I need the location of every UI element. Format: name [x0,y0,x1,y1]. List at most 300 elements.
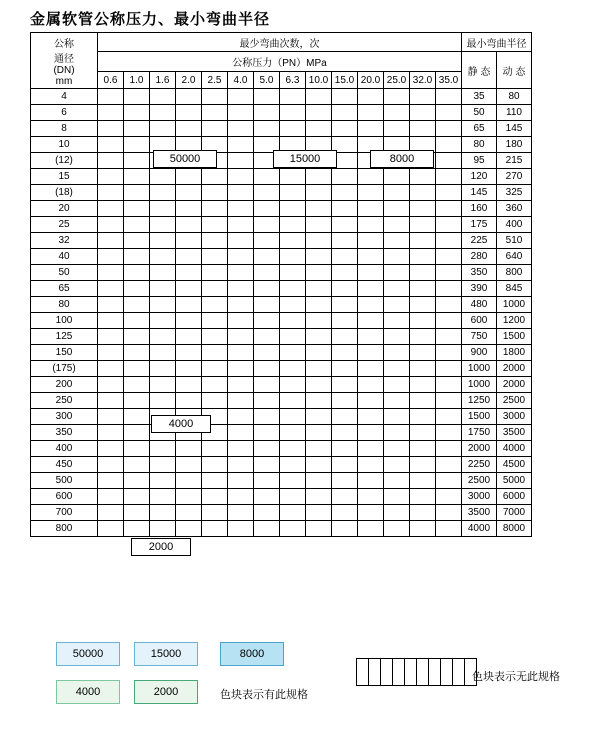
grid-cell [410,265,436,281]
grid-cell [358,489,384,505]
grid-cell [228,457,254,473]
grid-cell [254,121,280,137]
grid-cell [124,409,150,425]
legend-note-blank: 色块表示无此规格 [472,671,560,683]
dn-value: 80 [31,297,98,313]
grid-cell [306,217,332,233]
grid-cell [228,297,254,313]
grid-cell [384,473,410,489]
grid-cell [306,329,332,345]
dynamic-radius-value: 640 [497,249,532,265]
legend-grid-cell [417,659,429,686]
grid-cell [280,521,306,537]
grid-cell [98,265,124,281]
dn-header-line-4: mm [55,75,73,87]
grid-cell [306,89,332,105]
grid-cell [98,377,124,393]
grid-cell [202,121,228,137]
grid-cell [176,473,202,489]
legend-note-color: 色块表示有此规格 [220,689,308,701]
grid-cell [176,105,202,121]
grid-cell [358,185,384,201]
grid-cell [332,441,358,457]
grid-cell [332,265,358,281]
grid-cell [280,457,306,473]
grid-cell [228,361,254,377]
grid-cell [280,345,306,361]
grid-cell [436,121,462,137]
grid-cell [176,217,202,233]
dynamic-radius-value: 7000 [497,505,532,521]
grid-cell [254,217,280,233]
grid-cell [384,425,410,441]
min-radius-header: 最小弯曲半径 [462,33,532,52]
grid-cell [358,441,384,457]
grid-cell [384,89,410,105]
dynamic-radius-value: 80 [497,89,532,105]
grid-cell [332,393,358,409]
legend-grid-cell [393,659,405,686]
grid-cell [280,489,306,505]
dynamic-radius-value: 8000 [497,521,532,537]
dn-value: (175) [31,361,98,377]
grid-cell [176,345,202,361]
grid-cell [410,89,436,105]
grid-cell [176,185,202,201]
pressure-col-header: 6.3 [280,72,306,89]
static-radius-value: 390 [462,281,497,297]
grid-cell [228,249,254,265]
grid-cell [254,457,280,473]
dynamic-radius-value: 2000 [497,377,532,393]
grid-cell [150,169,176,185]
grid-cell [150,297,176,313]
grid-cell [332,313,358,329]
grid-cell [410,217,436,233]
pressure-col-header: 15.0 [332,72,358,89]
grid-cell [384,169,410,185]
grid-cell [202,329,228,345]
grid-cell [384,361,410,377]
grid-cell [306,169,332,185]
grid-cell [150,377,176,393]
static-radius-value: 600 [462,313,497,329]
grid-cell [306,393,332,409]
grid-cell [176,505,202,521]
grid-cell [384,409,410,425]
table-row [31,521,532,537]
legend-grid-cell [429,659,441,686]
grid-cell [280,361,306,377]
grid-cell [202,169,228,185]
grid-cell [150,473,176,489]
spec-table [30,32,532,537]
grid-cell [254,441,280,457]
dn-value: 600 [31,489,98,505]
grid-cell [176,201,202,217]
grid-cell [202,393,228,409]
grid-cell [254,393,280,409]
grid-cell [306,281,332,297]
grid-cell [124,89,150,105]
dynamic-radius-value: 215 [497,153,532,169]
grid-cell [150,361,176,377]
grid-cell [150,121,176,137]
grid-cell [98,169,124,185]
grid-cell [306,377,332,393]
dn-value: 15 [31,169,98,185]
legend-box-15000: 15000 [134,642,198,666]
grid-cell [332,105,358,121]
grid-cell [332,473,358,489]
grid-cell [306,233,332,249]
grid-cell [332,297,358,313]
grid-cell [254,185,280,201]
grid-cell [202,281,228,297]
grid-cell [280,377,306,393]
dn-value: 6 [31,105,98,121]
grid-cell [410,441,436,457]
grid-cell [384,505,410,521]
grid-cell [306,441,332,457]
grid-cell [358,473,384,489]
grid-cell [306,201,332,217]
dynamic-radius-value: 510 [497,233,532,249]
dynamic-radius-value: 2500 [497,393,532,409]
grid-cell [436,233,462,249]
grid-cell [124,137,150,153]
grid-cell [306,297,332,313]
grid-cell [254,409,280,425]
table-row [31,441,532,457]
grid-cell [124,457,150,473]
table-row [31,457,532,473]
overlay-label: 2000 [131,538,191,556]
dynamic-radius-value: 1800 [497,345,532,361]
grid-cell [202,233,228,249]
pressure-col-header: 4.0 [228,72,254,89]
pressure-col-header: 2.5 [202,72,228,89]
grid-cell [124,393,150,409]
grid-cell [384,441,410,457]
grid-cell [410,473,436,489]
grid-cell [228,201,254,217]
grid-cell [410,361,436,377]
grid-cell [358,521,384,537]
grid-cell [124,489,150,505]
dn-value: 25 [31,217,98,233]
grid-cell [280,505,306,521]
dynamic-radius-value: 180 [497,137,532,153]
grid-cell [332,457,358,473]
dynamic-radius-value: 800 [497,265,532,281]
grid-cell [228,393,254,409]
grid-cell [332,89,358,105]
grid-cell [202,105,228,121]
grid-cell [124,329,150,345]
grid-cell [436,137,462,153]
grid-cell [280,185,306,201]
static-radius-value: 225 [462,233,497,249]
table-row [31,121,532,137]
grid-cell [410,393,436,409]
grid-cell [306,185,332,201]
grid-cell [176,233,202,249]
grid-cell [358,313,384,329]
grid-cell [436,169,462,185]
grid-cell [228,89,254,105]
grid-cell [332,233,358,249]
grid-cell [202,345,228,361]
grid-cell [280,121,306,137]
grid-cell [358,89,384,105]
grid-cell [280,393,306,409]
grid-cell [98,217,124,233]
grid-cell [228,521,254,537]
grid-cell [332,377,358,393]
header-row-1 [31,33,532,52]
grid-cell [436,297,462,313]
dn-value: 32 [31,233,98,249]
dynamic-radius-value: 1200 [497,313,532,329]
overlay-label: 50000 [153,150,217,168]
grid-cell [436,521,462,537]
grid-cell [332,217,358,233]
grid-cell [176,297,202,313]
grid-cell [436,425,462,441]
grid-cell [280,297,306,313]
grid-cell [176,393,202,409]
grid-cell [228,105,254,121]
static-radius-value: 2250 [462,457,497,473]
grid-cell [332,329,358,345]
dn-value: 65 [31,281,98,297]
dn-value: 10 [31,137,98,153]
grid-cell [176,169,202,185]
dn-header-line-2: 通径 [54,53,74,65]
legend-grid-cell [381,659,393,686]
grid-cell [358,281,384,297]
dn-value: 300 [31,409,98,425]
grid-cell [150,281,176,297]
grid-cell [124,313,150,329]
static-radius-value: 1000 [462,377,497,393]
grid-cell [228,441,254,457]
grid-cell [176,457,202,473]
grid-cell [202,473,228,489]
grid-cell [436,361,462,377]
grid-cell [124,441,150,457]
grid-cell [306,121,332,137]
grid-cell [306,457,332,473]
grid-cell [384,393,410,409]
grid-cell [98,457,124,473]
grid-cell [254,521,280,537]
grid-cell [98,185,124,201]
dn-value: 500 [31,473,98,489]
grid-cell [98,137,124,153]
grid-cell [124,185,150,201]
pressure-col-header: 5.0 [254,72,280,89]
grid-cell [436,185,462,201]
dn-value: (18) [31,185,98,201]
grid-cell [176,265,202,281]
static-radius-value: 50 [462,105,497,121]
grid-cell [306,489,332,505]
dn-header-line-3: (DN) [53,64,75,76]
static-radius-value: 1750 [462,425,497,441]
dynamic-radius-value: 6000 [497,489,532,505]
grid-cell [384,233,410,249]
static-radius-value: 175 [462,217,497,233]
grid-cell [306,313,332,329]
grid-cell [384,345,410,361]
grid-cell [202,265,228,281]
grid-cell [202,313,228,329]
legend-box-4000: 4000 [56,680,120,704]
grid-cell [228,313,254,329]
table-row [31,345,532,361]
grid-cell [150,313,176,329]
grid-cell [98,313,124,329]
grid-cell [332,281,358,297]
table-row [31,89,532,105]
table-header [31,33,532,89]
grid-cell [98,89,124,105]
grid-cell [176,281,202,297]
grid-cell [150,505,176,521]
grid-cell [98,345,124,361]
grid-cell [150,393,176,409]
grid-cell [202,185,228,201]
grid-cell [254,89,280,105]
static-radius-value: 65 [462,121,497,137]
grid-cell [124,425,150,441]
static-radius-value: 900 [462,345,497,361]
dn-value: 250 [31,393,98,409]
grid-cell [436,281,462,297]
table-row [31,169,532,185]
table-row [31,249,532,265]
grid-cell [280,281,306,297]
grid-cell [202,201,228,217]
grid-cell [410,329,436,345]
static-radius-value: 3500 [462,505,497,521]
grid-cell [280,329,306,345]
static-radius-value: 4000 [462,521,497,537]
grid-cell [228,329,254,345]
grid-cell [410,169,436,185]
grid-cell [202,89,228,105]
grid-cell [436,105,462,121]
dn-header-line-1: 公称 [54,38,74,50]
grid-cell [254,505,280,521]
grid-cell [332,121,358,137]
legend-blank-grid [356,658,477,686]
dn-value: 450 [31,457,98,473]
grid-cell [176,521,202,537]
pressure-col-header: 25.0 [384,72,410,89]
dn-value: 8 [31,121,98,137]
dn-value: 50 [31,265,98,281]
table-row [31,473,532,489]
legend-grid-cell [369,659,381,686]
table-row [31,201,532,217]
grid-cell [358,393,384,409]
grid-cell [124,505,150,521]
static-radius-value: 95 [462,153,497,169]
grid-cell [384,313,410,329]
grid-cell [358,361,384,377]
grid-cell [384,249,410,265]
grid-cell [254,361,280,377]
grid-cell [150,345,176,361]
grid-cell [410,281,436,297]
grid-cell [410,105,436,121]
dn-value: 4 [31,89,98,105]
static-header: 静 态 [462,52,497,89]
grid-cell [228,153,254,169]
grid-cell [98,361,124,377]
grid-cell [384,377,410,393]
grid-cell [410,345,436,361]
grid-cell [410,185,436,201]
grid-cell [280,425,306,441]
grid-cell [410,233,436,249]
overlay-label: 15000 [273,150,337,168]
grid-cell [410,457,436,473]
grid-cell [254,201,280,217]
grid-cell [202,457,228,473]
grid-cell [358,169,384,185]
grid-cell [280,265,306,281]
grid-cell [436,345,462,361]
table-row [31,377,532,393]
grid-cell [358,329,384,345]
grid-cell [410,377,436,393]
grid-cell [306,265,332,281]
grid-cell [280,89,306,105]
table-row [31,489,532,505]
table-row [31,233,532,249]
grid-cell [358,233,384,249]
grid-cell [124,169,150,185]
grid-cell [98,153,124,169]
grid-cell [124,249,150,265]
grid-cell [176,489,202,505]
table-row [31,425,532,441]
page-title: 金属软管公称压力、最小弯曲半径 [30,10,271,28]
grid-cell [124,521,150,537]
grid-cell [124,297,150,313]
grid-cell [436,473,462,489]
overlay-label: 4000 [151,415,211,433]
grid-cell [228,425,254,441]
grid-cell [384,489,410,505]
grid-cell [150,265,176,281]
pressure-col-header: 1.6 [150,72,176,89]
dn-header-cell [31,33,98,89]
grid-cell [254,377,280,393]
pressure-col-header: 20.0 [358,72,384,89]
dynamic-radius-value: 110 [497,105,532,121]
grid-cell [280,169,306,185]
dynamic-radius-value: 270 [497,169,532,185]
dn-value: 350 [31,425,98,441]
grid-cell [436,409,462,425]
grid-cell [436,89,462,105]
grid-cell [98,201,124,217]
